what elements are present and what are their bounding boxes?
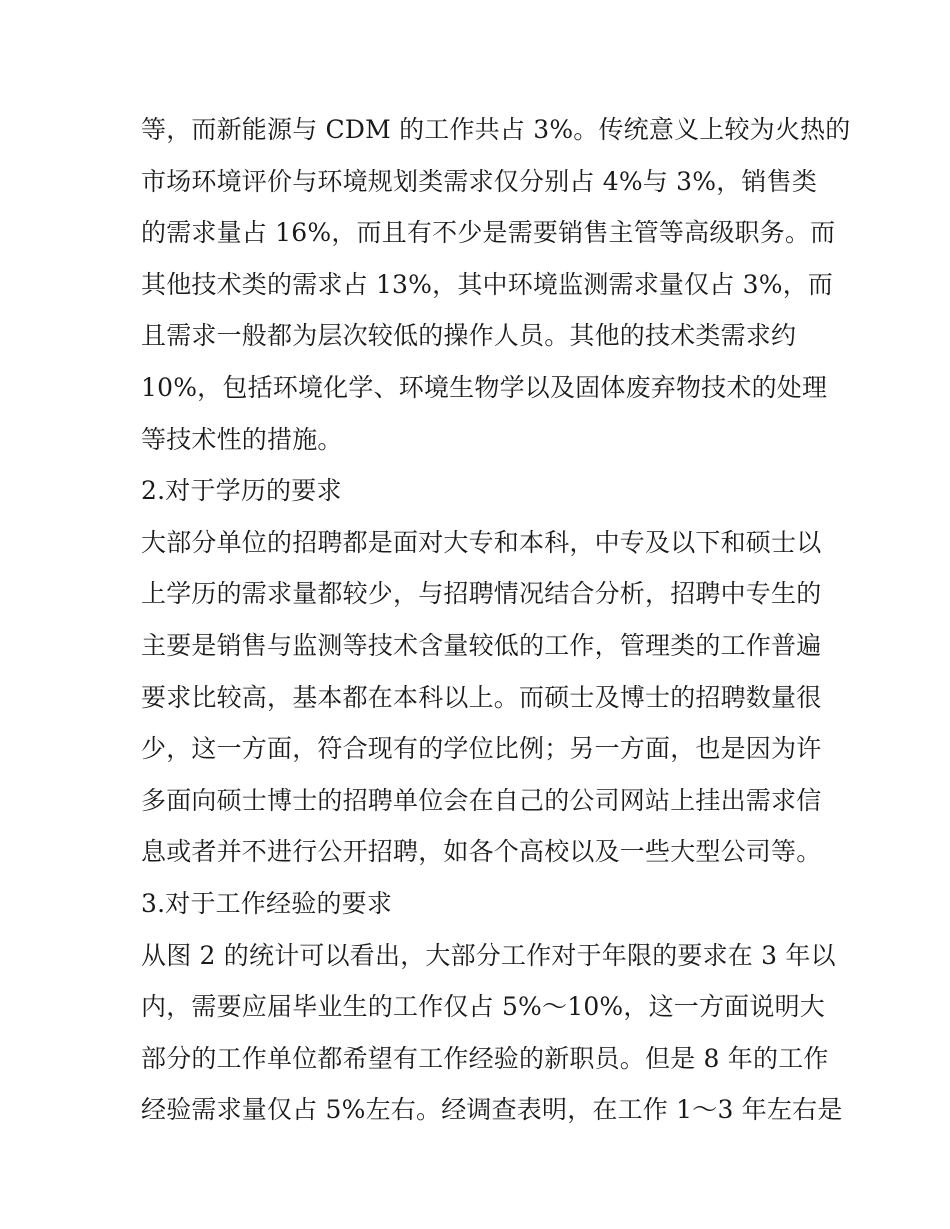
text-line: 且需求一般都为层次较低的操作人员。其他的技术类需求约 (141, 321, 797, 351)
section-heading-education: 2.对于学历的要求 (141, 476, 342, 506)
section-heading-experience: 3.对于工作经验的要求 (141, 888, 393, 918)
text-line: 等技术性的措施。 (141, 424, 343, 454)
text-line: 部分的工作单位都希望有工作经验的新职员。但是 8 年的工作 (141, 1043, 829, 1073)
text-line: 市场环境评价与环境规划类需求仅分别占 4%与 3%，销售类 (141, 166, 818, 196)
text-line: 上学历的需求量都较少，与招聘情况结合分析，招聘中专生的 (141, 579, 822, 609)
text-line: 等，而新能源与 CDM 的工作共占 3%。传统意义上较为火热的 (141, 115, 851, 144)
text-line: 其他技术类的需求占 13%，其中环境监测需求量仅占 3%，而 (141, 269, 834, 299)
text-line: 主要是销售与监测等技术含量较低的工作，管理类的工作普遍 (141, 630, 822, 660)
text-line: 大部分单位的招聘都是面对大专和本科，中专及以下和硕士以 (141, 527, 822, 557)
text-line: 内，需要应届毕业生的工作仅占 5%～10%，这一方面说明大 (141, 992, 825, 1022)
text-line: 经验需求量仅占 5%左右。经调查表明，在工作 1～3 年左右是 (141, 1095, 843, 1125)
text-line: 少，这一方面，符合现有的学位比例；另一方面，也是因为许 (141, 734, 822, 764)
text-line: 10%，包括环境化学、环境生物学以及固体废弃物技术的处理 (141, 372, 828, 402)
text-line: 的需求量占 16%，而且有不少是需要销售主管等高级职务。而 (141, 218, 836, 248)
text-line: 息或者并不进行公开招聘，如各个高校以及一些大型公司等。 (141, 837, 822, 867)
body-text (141, 104, 851, 1136)
text-line: 要求比较高，基本都在本科以上。而硕士及博士的招聘数量很 (141, 682, 822, 712)
text-line: 从图 2 的统计可以看出，大部分工作对于年限的要求在 3 年以 (141, 940, 836, 970)
text-line: 多面向硕士博士的招聘单位会在自己的公司网站上挂出需求信 (141, 785, 822, 815)
